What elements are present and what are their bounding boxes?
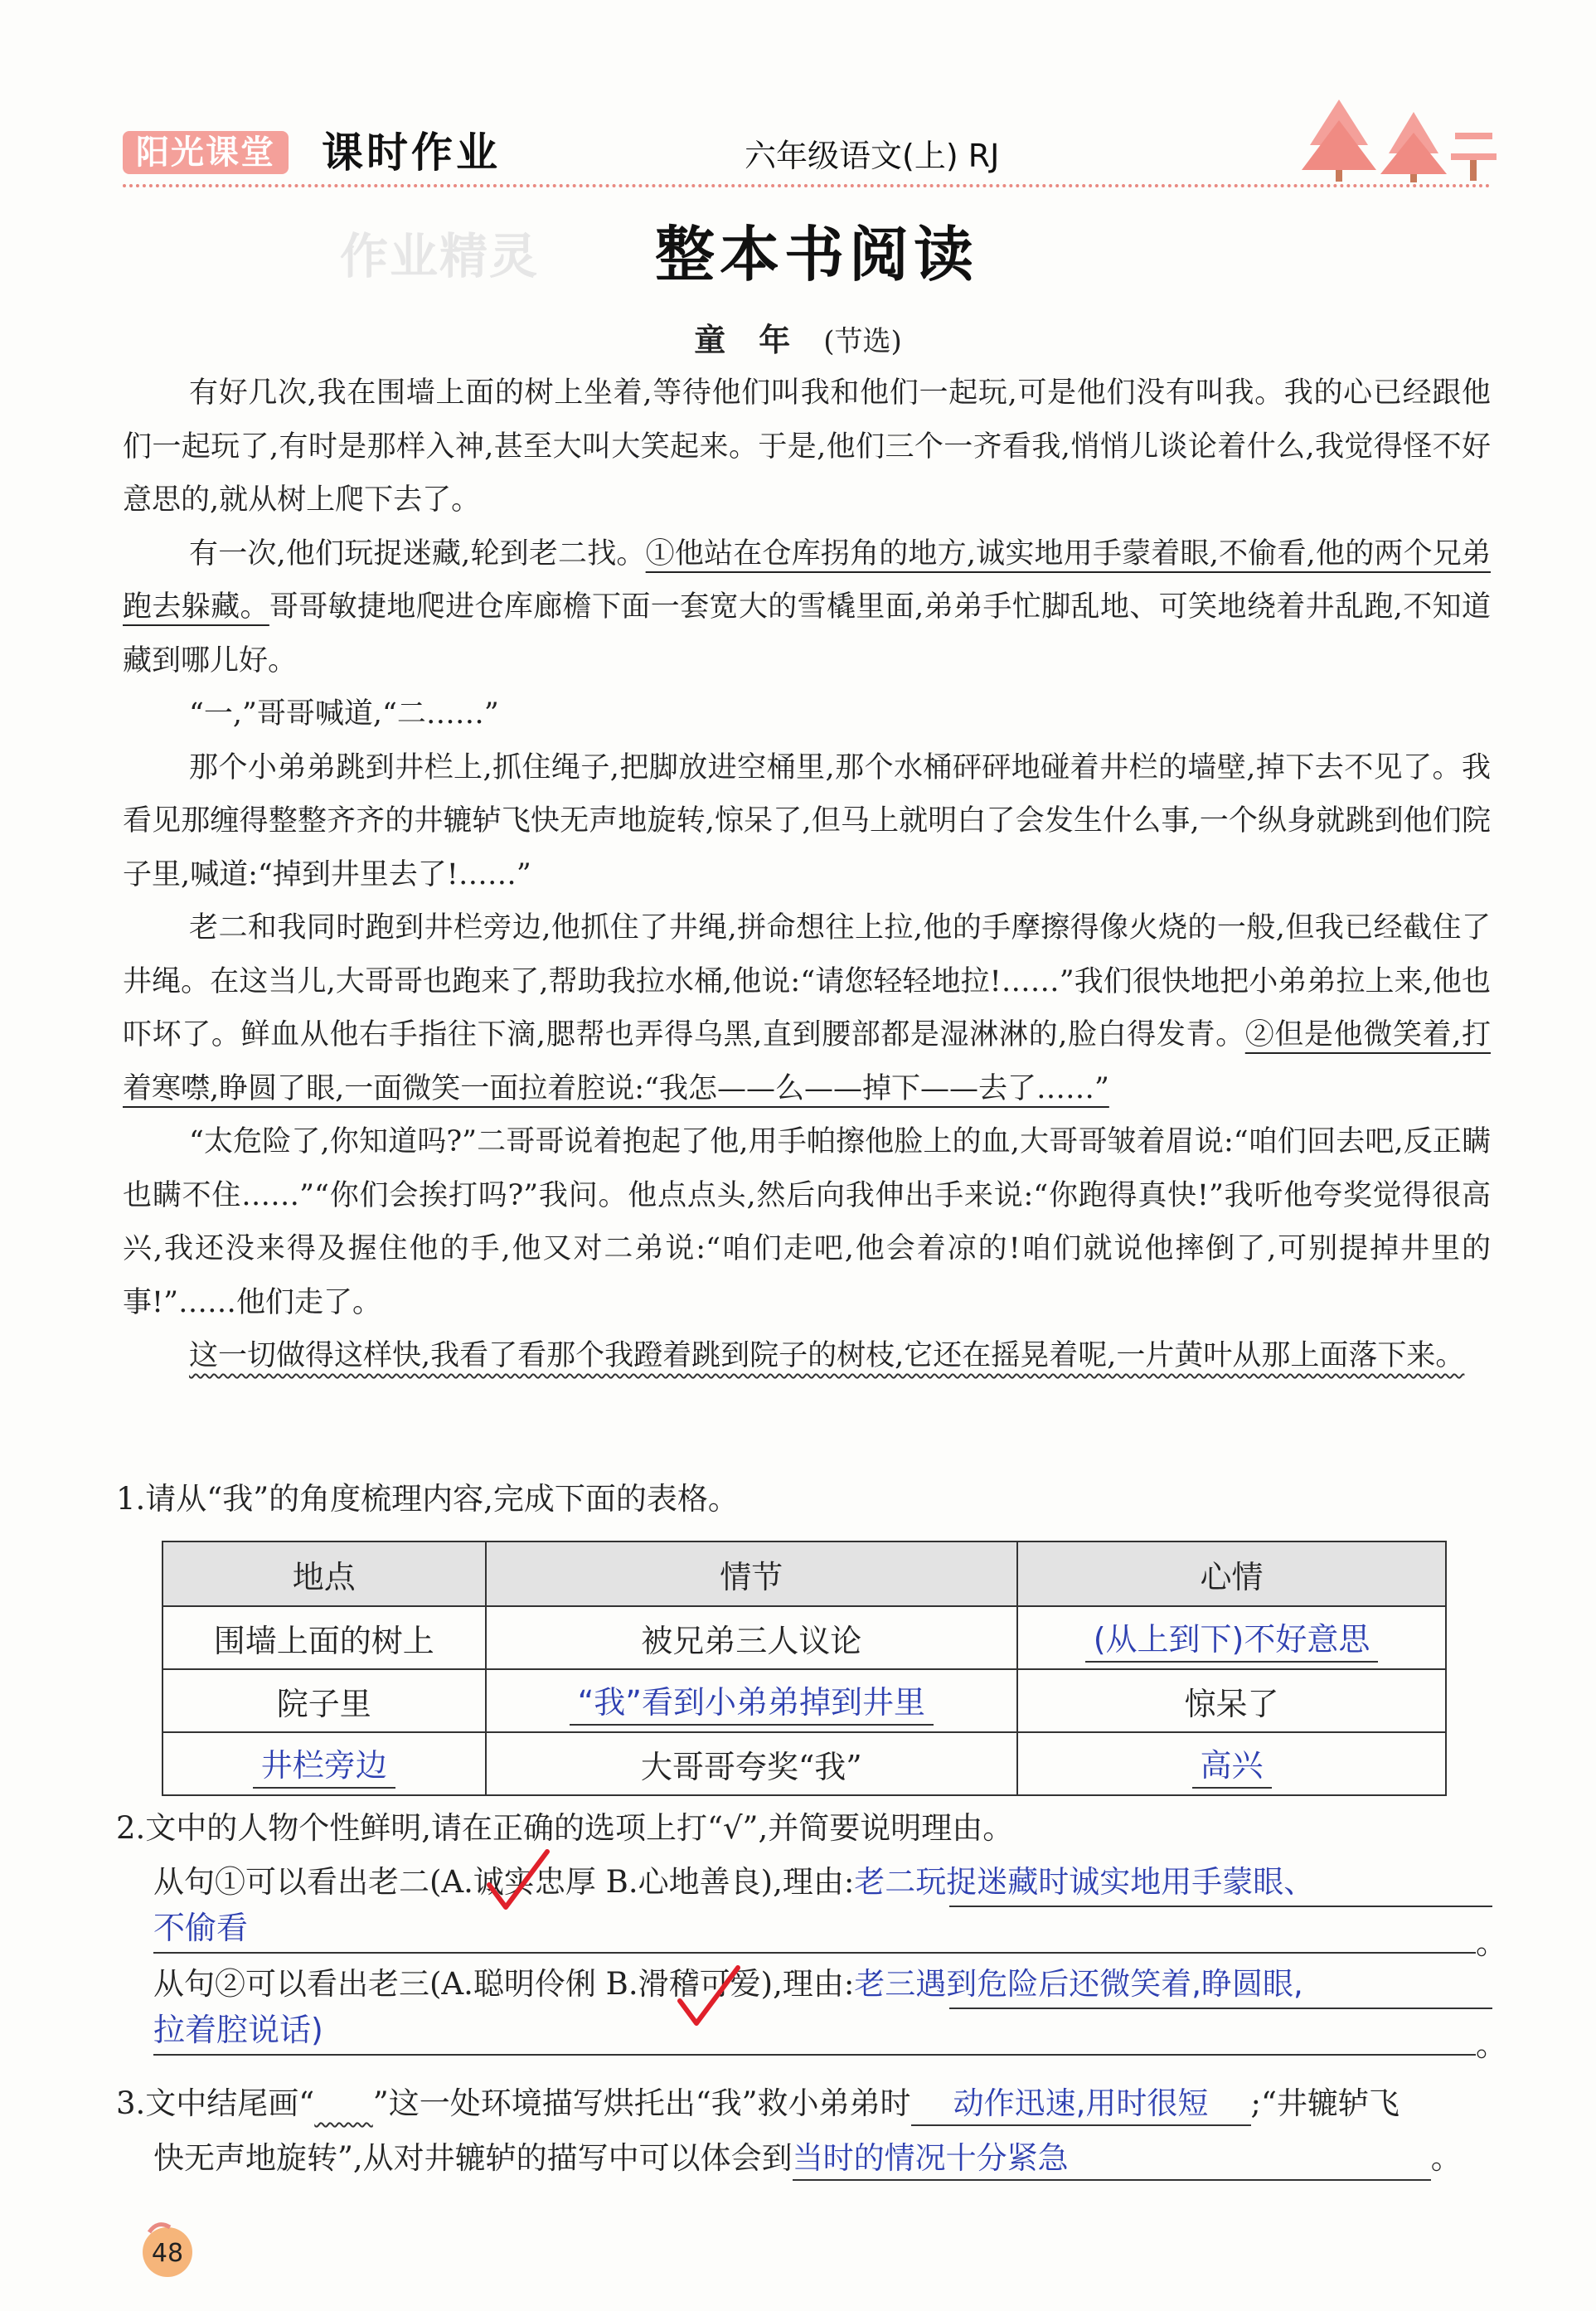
handwritten-answer: 井栏旁边 xyxy=(253,1740,395,1789)
trees-decoration-icon xyxy=(1298,95,1497,182)
paragraph-5: 老二和我同时跑到井栏旁边,他抓住了井绳,拼命想往上拉,他的手摩擦得像火烧的一般,但我已经截住了井绳。在这当儿,大哥哥也跑来了,帮助我拉水桶,他说:“请您轻轻地拉!……”我们很快地把小弟弟拉上来,他也吓坏了。鲜血从他右手指往下滴,腮帮也弄得乌黑,直到腰部都是湿淋淋的,脸白得发青。②但是他微笑着,打着寒噤,睁圆了眼,一面微笑一面拉着腔说:“我怎——么——掉下——去了……” xyxy=(123,911,1491,1105)
answer-table xyxy=(162,1541,1447,1796)
series-title: 课时作业 xyxy=(322,129,501,177)
handwritten-answer: (从上到下)不好意思 xyxy=(1085,1614,1379,1663)
table-row xyxy=(163,1669,1446,1732)
sentence-2: ②但是他微笑着,打着寒噤,睁圆了眼,一面微笑一面拉着腔说:“我怎——么——掉下——去了……” xyxy=(123,1018,1491,1105)
question-3-line-1: 3.文中结尾画“ ”这一处环境描写烘托出“我”救小弟弟时 动作迅速,用时很短 ;“井辘轳飞 xyxy=(116,2083,1400,2126)
answer-line xyxy=(153,2054,1476,2056)
table-header-row xyxy=(163,1541,1446,1606)
header-divider xyxy=(123,184,1491,187)
page-title: 整本书阅读 xyxy=(655,220,979,289)
q2-a-line: 从句①可以看出老二(A.诚实忠厚 B.心地善良),理由:老二玩捉迷藏时诚实地用手蒙眼、 xyxy=(153,1864,1315,1900)
paragraph-6: “太危险了,你知道吗?”二哥哥说着抱起了他,用手帕擦他脸上的血,大哥哥皱着眉说:“咱们回去吧,反正瞒也瞒不住……”“你们会挨打吗?”我问。他点点头,然后向我伸出手来说:“你跑得真快!”我听他夸奖觉得很高兴,我还没来得及握住他的手,他又对二弟说:“咱们走吧,他会着凉的!咱们就说他摔倒了,可别提掉井里的事!”……他们走了。 xyxy=(123,1125,1491,1319)
q3-answer-1[interactable]: 动作迅速,用时很短 xyxy=(911,2083,1251,2126)
reading-passage xyxy=(123,367,1491,1383)
paragraph-1: 有好几次,我在围墙上面的树上坐着,等待他们叫我和他们一起玩,可是他们没有叫我。我的心已经跟他们一起玩了,有时是那样入神,甚至大叫大笑起来。于是,他们三个一齐看我,悄悄儿谈论着什么,我觉得怪不好意思的,就从树上爬下去了。 xyxy=(123,376,1491,517)
paragraph-3: “一,”哥哥喊道,“二……” xyxy=(189,697,499,731)
table-row xyxy=(163,1606,1446,1669)
q2-a-answer-1[interactable]: 老二玩捉迷藏时诚实地用手蒙眼、 xyxy=(854,1864,1315,1900)
q2-b-line: 从句②可以看出老三(A.聪明伶俐 B.滑稽可爱),理由:老三遇到危险后还微笑着,睁圆眼, xyxy=(153,1966,1303,2002)
cell-place[interactable] xyxy=(163,1732,486,1795)
page-number: 48 xyxy=(151,2239,184,2268)
answer-line xyxy=(153,1952,1476,1954)
q2-b-answer-1[interactable]: 老三遇到危险后还微笑着,睁圆眼, xyxy=(854,1966,1303,2002)
checkmark-icon xyxy=(485,1847,551,1914)
question-3-line-2: 快无声地旋转”,从对井辘轳的描写中可以体会到当时的情况十分紧急 。 xyxy=(153,2138,1480,2181)
sentence-1: ①他站在仓库拐角的地方,诚实地用手蒙着眼,不偷看,他的两个兄弟跑去躲藏。 xyxy=(123,536,1491,624)
cell-mood[interactable] xyxy=(1017,1732,1446,1795)
handwritten-answer: “我”看到小弟弟掉到井里 xyxy=(570,1677,934,1726)
cell-mood: 惊呆了 xyxy=(1017,1669,1446,1732)
checkmark-icon xyxy=(676,1964,742,2030)
paragraph-7 xyxy=(123,1329,1491,1383)
passage-name: 童年 xyxy=(694,322,824,358)
cell-plot[interactable] xyxy=(486,1669,1018,1732)
page-number-badge xyxy=(133,2216,199,2282)
table-row xyxy=(163,1732,1446,1795)
cell-plot: 大哥哥夸奖“我” xyxy=(486,1732,1018,1795)
cell-place: 院子里 xyxy=(163,1669,486,1732)
q3-answer-2[interactable]: 当时的情况十分紧急 xyxy=(793,2138,1431,2181)
paragraph-2: 有一次,他们玩捉迷藏,轮到老二找。①他站在仓库拐角的地方,诚实地用手蒙着眼,不偷看,他的两个兄弟跑去躲藏。哥哥敏捷地爬进仓库廊檐下面一套宽大的雪橇里面,弟弟手忙脚乱地、可笑地绕着井乱跑,不知道藏到哪儿好。 xyxy=(123,536,1491,677)
period: 。 xyxy=(1476,1925,1508,1961)
period: 。 xyxy=(1476,2027,1508,2063)
cell-plot: 被兄弟三人议论 xyxy=(486,1606,1018,1669)
q2-b-answer-2[interactable]: 拉着腔说话) xyxy=(153,2012,323,2048)
brand-badge: 阳光课堂 xyxy=(123,131,289,174)
cell-place: 围墙上面的树上 xyxy=(163,1606,486,1669)
grade-label: 六年级语文(上) RJ xyxy=(745,138,1000,174)
answer-line xyxy=(949,2008,1492,2009)
cell-mood[interactable] xyxy=(1017,1606,1446,1669)
question-2: 2.文中的人物个性鲜明,请在正确的选项上打“√”,并简要说明理由。 xyxy=(116,1810,1014,1846)
q2-a-answer-2[interactable]: 不偷看 xyxy=(153,1910,249,1946)
handwritten-answer: 高兴 xyxy=(1192,1740,1272,1789)
wavy-mark xyxy=(314,2085,373,2121)
answer-line xyxy=(949,1906,1492,1907)
header-mood: 心情 xyxy=(1017,1541,1446,1606)
question-1: 1.请从“我”的角度梳理内容,完成下面的表格。 xyxy=(116,1481,739,1517)
ending-sentence: 这一切做得这样快,我看了看那个我蹬着跳到院子的树枝,它还在摇晃着呢,一片黄叶从那上面落下来。 xyxy=(189,1339,1465,1372)
header-place: 地点 xyxy=(163,1541,486,1606)
header-plot: 情节 xyxy=(486,1541,1018,1606)
passage-subtitle xyxy=(0,319,1596,362)
passage-note: (节选) xyxy=(823,325,902,358)
watermark: 作业精灵 xyxy=(340,228,540,284)
page-header xyxy=(123,124,1491,184)
paragraph-4: 那个小弟弟跳到井栏上,抓住绳子,把脚放进空桶里,那个水桶砰砰地碰着井栏的墙壁,掉下去不见了。我看见那缠得整整齐齐的井辘轳飞快无声地旋转,惊呆了,但马上就明白了会发生什么事,一个纵身就跳到他们院子里,喊道:“掉到井里去了!……” xyxy=(123,750,1491,891)
